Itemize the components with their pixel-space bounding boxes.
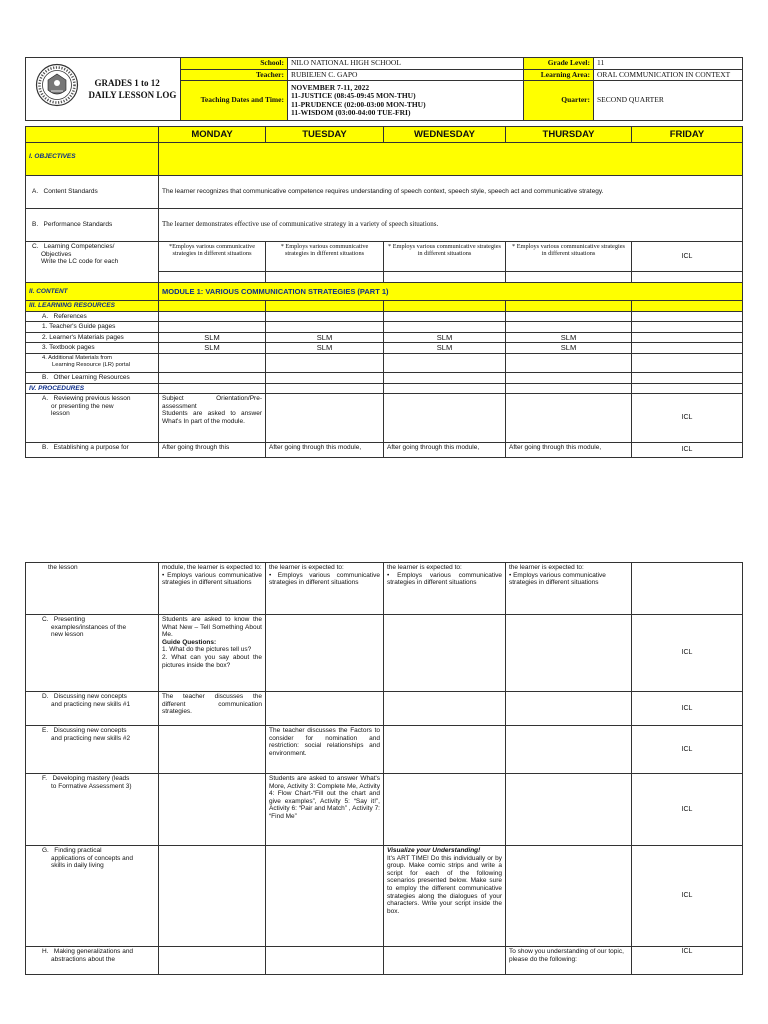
lesson-log-table-continued <box>25 562 743 975</box>
empty-cell <box>159 774 266 846</box>
competency-friday: ICL <box>632 242 743 272</box>
empty-cell <box>266 692 384 726</box>
lesson-log-table <box>25 126 743 458</box>
empty-cell <box>506 353 632 372</box>
reviewing-lesson-label: A. Reviewing previous lesson or presenting the new lesson <box>26 394 159 443</box>
performance-standards-label: B. Performance Standards <box>26 209 159 242</box>
empty-cell <box>506 615 632 692</box>
objectives-heading: I. OBJECTIVES <box>26 143 159 176</box>
empty-cell <box>384 383 506 394</box>
empty-cell <box>266 301 384 312</box>
teaching-dates-label: Teaching Dates and Time: <box>181 81 288 121</box>
grade-level-label: Grade Level: <box>524 58 594 70</box>
learning-area-label: Learning Area: <box>524 69 594 81</box>
empty-cell <box>632 332 743 343</box>
generalizations-label: H. Making generalizations and abstractions about the <box>26 947 159 975</box>
performance-standards-text: The learner demonstrates effective use of communicative strategy in a variety of speech situations. <box>159 209 743 242</box>
competency-tuesday: * Employs various communicative strategies in different situations <box>266 242 384 272</box>
teacher-label: Teacher: <box>181 69 288 81</box>
empty-cell <box>384 947 506 975</box>
empty-cell <box>632 353 743 372</box>
empty-cell <box>384 692 506 726</box>
empty-cell <box>632 322 743 333</box>
empty-cell <box>384 774 506 846</box>
day-thursday: THURSDAY <box>506 127 632 143</box>
empty-cell <box>266 383 384 394</box>
content-standards-label: A. Content Standards <box>26 176 159 209</box>
discussing-1-monday: The teacher discusses the different communication strategies. <box>159 692 266 726</box>
empty-cell <box>266 322 384 333</box>
purpose-tuesday: After going through this module, <box>266 443 384 458</box>
empty-cell <box>632 311 743 322</box>
empty-cell <box>632 372 743 383</box>
school-label: School: <box>181 58 288 70</box>
empty-cell <box>384 301 506 312</box>
content-standards-text: The learner recognizes that communicative competence requires understanding of speech context, speech style, speech act and communicative strategy. <box>159 176 743 209</box>
purpose-wednesday: After going through this module, <box>384 443 506 458</box>
purpose-label-continued: the lesson <box>26 563 159 615</box>
dll-title: GRADES 1 to 12 DAILY LESSON LOG <box>86 58 181 121</box>
developing-mastery-tuesday: Students are asked to answer What's More, Activity 3: Complete Me, Activity 4: Flow Chart-“Fill out the chart and give examples”, Activity 5: “Say it!”, Activity 6: “Pair and Match” , Activity 7: “Find Me” <box>266 774 384 846</box>
reviewing-friday: ICL <box>632 394 743 443</box>
teaching-dates-value: NOVEMBER 7-11, 2022 11-JUSTICE (08:45-09:45 MON-THU) 11-PRUDENCE (02:00-03:00 MON-THU) 11-WISDOM (03:00-04:00 TUE-FRI) <box>288 81 524 121</box>
deped-seal-icon <box>35 63 79 107</box>
empty-cell <box>506 774 632 846</box>
discussing-2-label: E. Discussing new concepts and practicing new skills #2 <box>26 726 159 774</box>
empty-cell <box>266 615 384 692</box>
quarter-label: Quarter: <box>524 81 594 121</box>
presenting-friday: ICL <box>632 615 743 692</box>
competency-monday: *Employs various communicative strategies in different situations <box>159 242 266 272</box>
slm-monday: SLM <box>159 332 266 343</box>
empty-cell <box>632 272 743 283</box>
empty-cell <box>159 272 266 283</box>
learning-area-value: ORAL COMMUNICATION IN CONTEXT <box>594 69 743 81</box>
purpose-monday: After going through this <box>159 443 266 458</box>
teachers-guide-label: 1. Teacher's Guide pages <box>26 322 159 333</box>
empty-cell <box>632 563 743 615</box>
empty-cell <box>384 353 506 372</box>
references-label: A. References <box>26 311 159 322</box>
competency-wednesday: * Employs various communicative strategies in different situations <box>384 242 506 272</box>
quarter-value: SECOND QUARTER <box>594 81 743 121</box>
empty-cell <box>266 353 384 372</box>
purpose-label: B. Establishing a purpose for <box>26 443 159 458</box>
empty-cell <box>266 846 384 947</box>
purpose-wednesday-continued: the learner is expected to: • Employs various communicative strategies in different situations <box>384 563 506 615</box>
discussing-1-label: D. Discussing new concepts and practicing new skills #1 <box>26 692 159 726</box>
slm-thursday: SLM <box>506 332 632 343</box>
empty-cell <box>266 947 384 975</box>
presenting-monday: Students are asked to know the What New – Tell Something About Me. Guide Questions: 1. What do the pictures tell us? 2. What can you say about the pictures inside the box? <box>159 615 266 692</box>
empty-cell <box>266 311 384 322</box>
empty-cell <box>384 394 506 443</box>
empty-cell <box>266 372 384 383</box>
empty-cell <box>506 301 632 312</box>
procedures-heading: IV. PROCEDURES <box>26 383 159 394</box>
learning-resources-heading: III. LEARNING RESOURCES <box>26 301 159 312</box>
empty-cell <box>159 353 266 372</box>
empty-cell <box>384 615 506 692</box>
header-table <box>25 57 743 121</box>
empty-cell <box>506 372 632 383</box>
discussing-2-friday: ICL <box>632 726 743 774</box>
learners-materials-label: 2. Learner's Materials pages <box>26 332 159 343</box>
day-monday: MONDAY <box>159 127 266 143</box>
empty-cell <box>159 311 266 322</box>
empty-cell <box>506 394 632 443</box>
other-resources-label: B. Other Learning Resources <box>26 372 159 383</box>
purpose-monday-continued: module, the learner is expected to: • Employs various communicative strategies in different situations <box>159 563 266 615</box>
empty-cell <box>159 726 266 774</box>
empty-cell <box>384 726 506 774</box>
empty-cell <box>506 322 632 333</box>
module-title: MODULE 1: VARIOUS COMMUNICATION STRATEGIES (PART 1) <box>159 283 743 301</box>
empty-cell <box>506 311 632 322</box>
empty-cell <box>632 383 743 394</box>
practical-applications-wednesday: Visualize your Understanding! It's ART TIME! Do this individually or by group. Make comic strips and write a script for each of the following scenarios presented below. Make sure to employ the different communicative strategies along the dialogues of your characters. Write your script inside the box. <box>384 846 506 947</box>
empty-cell <box>632 301 743 312</box>
discussing-1-friday: ICL <box>632 692 743 726</box>
purpose-tuesday-continued: the learner is expected to: • Employs various communicative strategies in different situations <box>266 563 384 615</box>
empty-cell <box>384 372 506 383</box>
empty-cell <box>506 383 632 394</box>
day-wednesday: WEDNESDAY <box>384 127 506 143</box>
empty-cell <box>506 726 632 774</box>
empty-cell <box>384 322 506 333</box>
practical-applications-label: G. Finding practical applications of concepts and skills in daily living <box>26 846 159 947</box>
day-friday: FRIDAY <box>632 127 743 143</box>
empty-cell <box>384 311 506 322</box>
slm-monday: SLM <box>159 343 266 354</box>
blank-corner-cell <box>26 127 159 143</box>
slm-wednesday: SLM <box>384 343 506 354</box>
empty-cell <box>384 272 506 283</box>
empty-cell <box>506 692 632 726</box>
slm-wednesday: SLM <box>384 332 506 343</box>
empty-cell <box>159 846 266 947</box>
purpose-friday: ICL <box>632 443 743 458</box>
empty-cell <box>159 301 266 312</box>
developing-mastery-label: F. Developing mastery (leads to Formative Assessment 3) <box>26 774 159 846</box>
slm-tuesday: SLM <box>266 332 384 343</box>
purpose-thursday-continued: the learner is expected to: • Employs various communicative strategies in different situations <box>506 563 632 615</box>
additional-materials-label: 4. Additional Materials from Learning Resource (LR) portal <box>26 353 159 372</box>
grade-level-value: 11 <box>594 58 743 70</box>
generalizations-friday: ICL <box>632 947 743 975</box>
empty-cell <box>506 272 632 283</box>
presenting-examples-label: C. Presenting examples/instances of the new lesson <box>26 615 159 692</box>
discussing-2-tuesday: The teacher discusses the Factors to consider for nomination and restriction: social relationships and environment. <box>266 726 384 774</box>
generalizations-thursday: To show you understanding of our topic, please do the following: <box>506 947 632 975</box>
slm-thursday: SLM <box>506 343 632 354</box>
reviewing-monday: Subject Orientation/Pre-assessment Students are asked to answer What's In part of the module. <box>159 394 266 443</box>
empty-cell <box>506 846 632 947</box>
developing-mastery-friday: ICL <box>632 774 743 846</box>
day-tuesday: TUESDAY <box>266 127 384 143</box>
empty-cell <box>159 947 266 975</box>
empty-cell <box>159 383 266 394</box>
slm-tuesday: SLM <box>266 343 384 354</box>
empty-cell <box>159 322 266 333</box>
learning-competencies-label: C. Learning Competencies/ Objectives Write the LC code for each <box>26 242 159 283</box>
textbook-pages-label: 3. Textbook pages <box>26 343 159 354</box>
empty-cell <box>159 372 266 383</box>
practical-applications-friday: ICL <box>632 846 743 947</box>
objectives-band <box>159 143 743 176</box>
school-value: NILO NATIONAL HIGH SCHOOL <box>288 58 524 70</box>
teacher-value: RUBIEJEN C. GAPO <box>288 69 524 81</box>
empty-cell <box>632 343 743 354</box>
content-heading: II. CONTENT <box>26 283 159 301</box>
empty-cell <box>266 394 384 443</box>
competency-thursday: * Employs various communicative strategies in different situations <box>506 242 632 272</box>
logo-cell <box>26 58 86 121</box>
purpose-thursday: After going through this module, <box>506 443 632 458</box>
empty-cell <box>266 272 384 283</box>
